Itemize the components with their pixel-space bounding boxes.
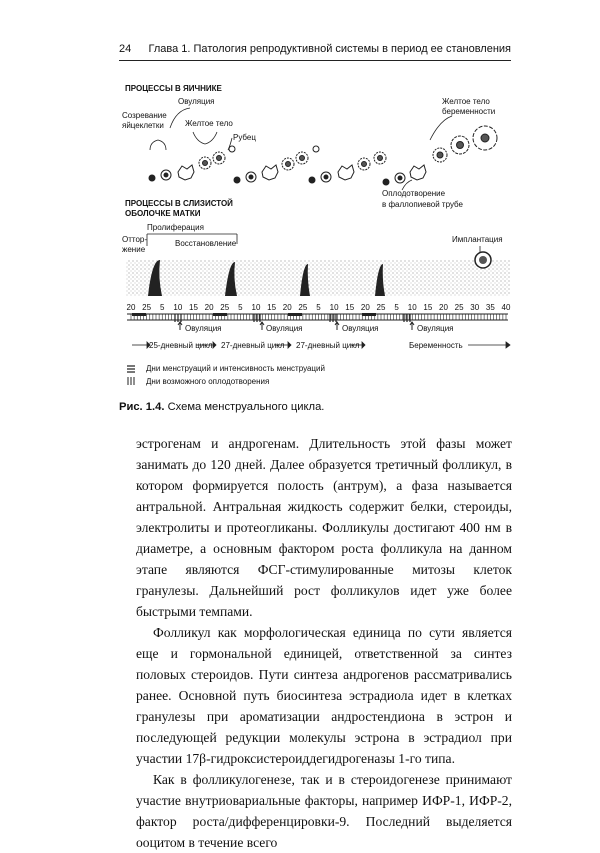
cycle2-follicles	[234, 146, 319, 183]
day-tick-label: 5	[316, 303, 321, 312]
day-tick-label: 25	[142, 303, 152, 312]
legend-menstruation-swatch	[127, 365, 135, 373]
fertilization-label-1: Оплодотворение	[382, 189, 446, 198]
paragraph: Как в фолликулогенезе, так и в стероидогенезе принимают участие внутриовариальные факторы, например ИФР-1, ИФР-2, фактор роста/дифференцировки-9. Последний выделяется ооцитом в течение всего	[136, 772, 512, 850]
ovulation-label: Овуляция	[178, 97, 215, 106]
day-tick-label: 5	[238, 303, 243, 312]
figure-caption	[119, 401, 324, 413]
ovulation-markers	[178, 322, 454, 333]
cycle-label-3: 27-дневный цикл	[296, 341, 360, 350]
ovulation-marker-4: Овуляция	[417, 324, 454, 333]
day-tick-label: 10	[407, 303, 417, 312]
caption-text: Схема менструального цикла.	[167, 401, 325, 413]
ovulation-marker-2: Овуляция	[266, 324, 303, 333]
legend-menstruation-text: Дни менструаций и интенсивность менструаций	[146, 364, 325, 373]
pregnancy-follicles	[383, 126, 497, 185]
rejection-label-2: жение	[122, 245, 146, 254]
cycle3-follicles	[309, 152, 386, 183]
paragraph: Фолликул как морфологическая единица по сути является еще и гормональной единицей, ответственной за синтез половых стероидов. Пути синтеза андрогенов рассматривались ранее. Основной путь биосинтеза эстрадиола идет в клетках гранулезы при ароматизации андростендиона в эстрон и последующей редукции молекулы эстрона в эстрадиол при участии 17β-гидроксистероиддегидрогеназы 1-го типа.	[136, 625, 512, 766]
day-tick-label: 15	[345, 303, 355, 312]
scar-label: Рубец	[233, 133, 256, 142]
day-tick-label: 25	[220, 303, 230, 312]
day-tick-label: 20	[282, 303, 292, 312]
corpus-luteum-label: Желтое тело	[185, 119, 233, 128]
implantation-label: Имплантация	[452, 235, 503, 244]
day-tick-label: 25	[454, 303, 464, 312]
day-axis	[127, 303, 511, 312]
day-tick-label: 25	[298, 303, 308, 312]
day-tick-label: 25	[376, 303, 386, 312]
proliferation-label: Пролиферация	[147, 223, 204, 232]
day-tick-label: 35	[485, 303, 495, 312]
menstrual-cycle-figure	[0, 0, 600, 400]
pregnancy-label: Беременность	[409, 341, 463, 350]
day-tick-label: 30	[470, 303, 480, 312]
body-text	[136, 433, 512, 853]
ovulation-marker-3: Овуляция	[342, 324, 379, 333]
pregnancy-cl-label-1: Желтое тело	[442, 97, 490, 106]
day-tick-label: 15	[267, 303, 277, 312]
paragraph: эстрогенам и андрогенам. Длительность этой фазы может занимать до 120 дней. Далее образуется третичный фолликул, в котором формируется полость (антрум), а фаза называется антральной. Антральная жидкость содержит белки, стероиды, электролиты и протеогликаны. Фолликулы достигают 400 нм в диаметре, а основным фактором роста фолликула на данном этапе являются ФСГ-стимулированные митозы клеток гранулезы. Дальнейший рост фолликулов идет уже более быстрыми темпами.	[136, 436, 512, 619]
day-tick-label: 20	[360, 303, 370, 312]
cycle-label-2: 27-дневный цикл	[221, 341, 285, 350]
restoration-label: Восстановление	[175, 239, 237, 248]
maturation-label-1: Созревание	[122, 111, 167, 120]
day-tick-label: 20	[204, 303, 214, 312]
timeline-ticks	[131, 314, 506, 320]
endometrium-band	[126, 260, 510, 296]
endometrium-title-1: ПРОЦЕССЫ В СЛИЗИСТОЙ	[125, 199, 233, 208]
running-title: Глава 1. Патология репродуктивной системы в период ее становления	[148, 43, 511, 55]
day-tick-label: 15	[189, 303, 198, 312]
implantation-icon	[475, 252, 491, 268]
ovary-title: ПРОЦЕССЫ В ЯИЧНИКЕ	[125, 84, 222, 93]
day-tick-label: 15	[423, 303, 433, 312]
rejection-label-1: Оттор-	[122, 235, 148, 244]
day-tick-label: 10	[251, 303, 261, 312]
cycle1-follicles	[149, 146, 235, 181]
ovulation-marker-1: Овуляция	[185, 324, 222, 333]
day-tick-label: 10	[173, 303, 183, 312]
day-tick-label: 5	[394, 303, 399, 312]
fertilization-label-2: в фаллопиевой трубе	[382, 200, 463, 209]
follicle-series	[149, 126, 497, 185]
caption-label: Рис. 1.4.	[119, 401, 165, 413]
cycle-label-1: 25-дневный цикл	[149, 341, 213, 350]
maturation-label-2: яйцеклетки	[122, 121, 164, 130]
day-tick-label: 5	[160, 303, 165, 312]
day-tick-label: 20	[439, 303, 448, 312]
page-number: 24	[119, 43, 132, 55]
day-tick-label: 10	[329, 303, 339, 312]
legend-fertile-swatch	[128, 377, 134, 385]
endometrium-title-2: ОБОЛОЧКЕ МАТКИ	[125, 209, 201, 218]
day-tick-label: 40	[501, 303, 511, 312]
day-tick-label: 20	[126, 303, 136, 312]
legend-fertile-text: Дни возможного оплодотворения	[146, 377, 270, 386]
legend	[127, 364, 325, 386]
pregnancy-cl-label-2: беременности	[442, 107, 496, 116]
